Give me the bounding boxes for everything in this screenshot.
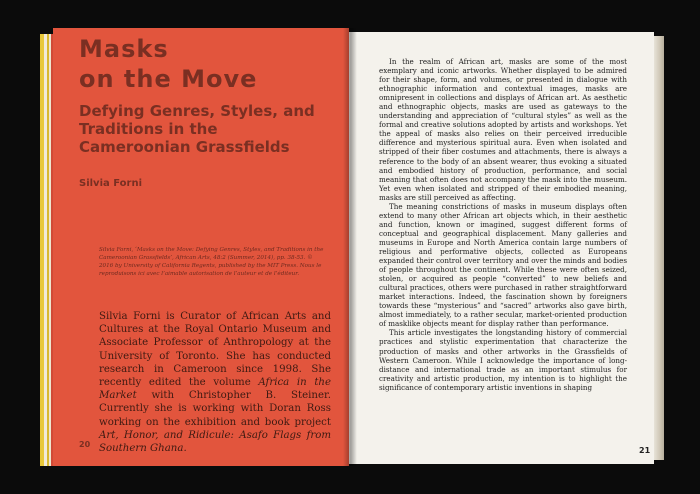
citation-note: Silvia Forni, ‘Masks on the Move: Defying Genres, Styles, and Traditions in the Cameroonian Grassfields’, African Arts, 48:2 (Summer, 2014), pp. 38-53. © 2016 by University of California Regents, published by the MIT Press. Nous le reproduisons ici avec l’aimable autorisation de l’auteur et de l’éditeur.	[99, 247, 324, 277]
bio-text: Silvia Forni is Curator of African Arts and Cultures at the Royal Ontario Museum and Associate Professor of Anthropology at the University of Toronto. She has conducted research in Cameroon since 1998. She recently edited the volume	[99, 311, 331, 389]
left-page	[53, 28, 349, 466]
title-line-1: Masks	[79, 35, 169, 63]
page-edge-right	[654, 36, 664, 460]
right-page	[349, 32, 654, 464]
book-spine	[343, 28, 357, 466]
body-paragraph: The meaning constrictions of masks in museum displays often extend to many other African art objects which, in their aesthetic and function, known or imagined, suggest different forms of conceptual and geographical displacement. Many galleries and museums in Europe and North America contain large numbers of religious and performative objects, collected as Europeans expanded their control over territory and over the minds and bodies of people throughout the continent. While these were often seized, stolen, or acquired as people “converted” to new beliefs and cultural practices, others were purchased in rather straightforward market interactions. Indeed, the fascination shown by foreigners towards these “mysterious” and “sacred” artworks also gave birth, almost immediately, to a rather secular, market-oriented production of masklike objects meant for display rather than performance.	[379, 201, 627, 329]
title-line-2: on the Move	[79, 65, 258, 93]
page-number-left: 20	[79, 440, 91, 449]
author-bio	[99, 310, 331, 455]
article-body	[379, 57, 627, 392]
page-number-right: 21	[639, 446, 651, 455]
bio-text: with Christopher B. Steiner. Currently she is working with Doran Ross working on the exhibition and book project	[99, 390, 331, 428]
bio-book-title: Art, Honor, and Ridicule: Asafo Flags from Southern Ghana	[99, 429, 331, 455]
body-paragraph: This article investigates the longstanding history of commercial practices and stylistic experimentation that characterize the production of masks and other artworks in the Grassfields of Western Cameroon. While I acknowledge the importance of long-distance and international trade as an important stimulus for creativity and artistic production, my intention is to highlight the significance of contemporary artistic inventions in shaping	[379, 328, 627, 392]
bio-book-title: Africa in the Market	[99, 377, 331, 402]
bio-text: .	[183, 443, 187, 455]
author-name: Silvia Forni	[79, 178, 143, 189]
open-book	[40, 28, 664, 468]
body-paragraph: In the realm of African art, masks are some of the most exemplary and iconic artworks. Whether displayed to be admired for their shape, form, and volumes, or presented in dialogue with ethnographic information and contextual images, masks are omnipresent in collections and displays of African art. As aesthetic and ethnographic objects, masks are used as gateways to the understanding and appreciation of “cultural styles” as well as the formal and creative solutions adopted by artists and workshops. Yet the appeal of masks also relies on their perceived irreducible difference and mysterious spiritual aura. Even when isolated and stripped of their fiber costumes and attachments, there is always a reference to the body of an absent wearer, thus evoking a situated and embodied history of production, performance, and social meaning that often does not accompany the mask into the museum. Yet even when isolated and stripped of their embodied meaning, masks are still perceived as affecting.	[379, 57, 627, 202]
article-title	[79, 34, 257, 94]
article-subtitle: Defying Genres, Styles, and Traditions in the Cameroonian Grassfields	[79, 102, 315, 156]
